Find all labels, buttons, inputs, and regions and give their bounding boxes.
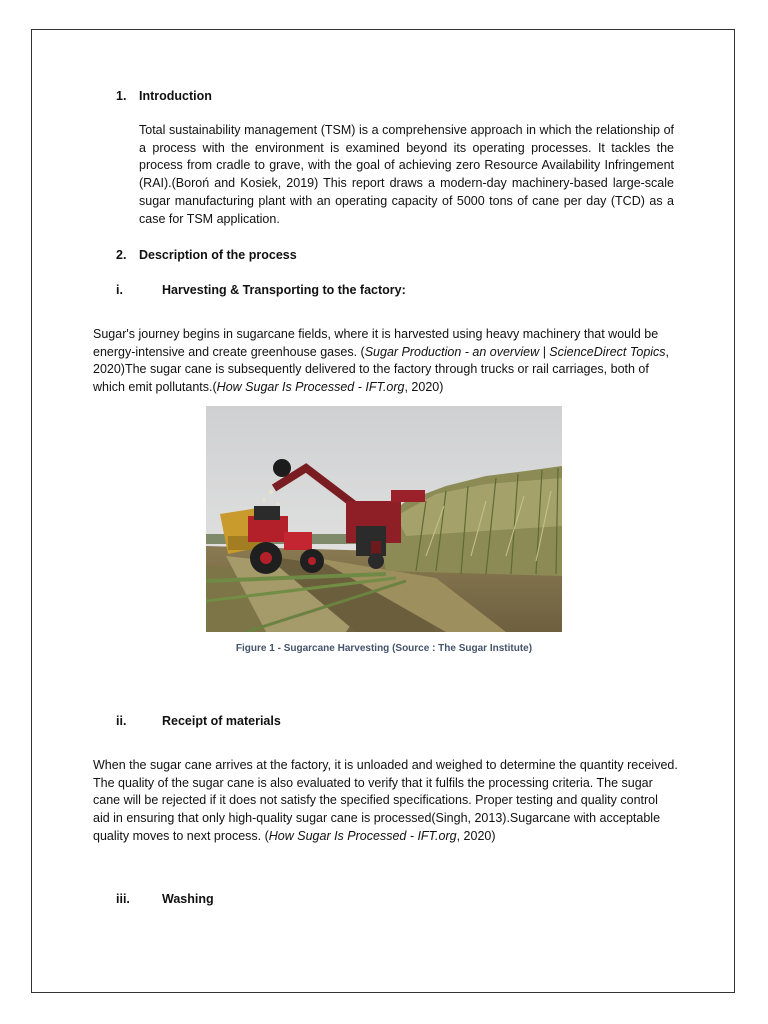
heading-title: Receipt of materials bbox=[162, 714, 281, 728]
receipt-text-1: When the sugar cane arrives at the factory, it is unloaded and weighed to determine the quantity received. The quality of the sugar cane is also evaluated to verify that it fulfils the processing criteria. The sugar cane will be rejected if it does not satisfy the specified specifications. Proper testing and quality control aid in ensuring that only high-quality sugar cane is processed(Singh, 2013).Sugarcane with acceptable quality moves to next process. ( bbox=[93, 758, 678, 843]
harvesting-citation-2: How Sugar Is Processed - IFT.org bbox=[216, 380, 405, 395]
harvest-photo bbox=[206, 406, 562, 632]
harvesting-text-1: Sugar's journey begins in sugarcane fields, where it is harvested using heavy machinery that would be energy-intensive and create greenhouse gases. ( bbox=[93, 327, 659, 359]
heading-receipt bbox=[116, 713, 281, 729]
figure-caption: Figure 1 - Sugarcane Harvesting (Source : The Sugar Institute) bbox=[235, 643, 533, 654]
heading-title: Washing bbox=[162, 892, 214, 906]
heading-washing bbox=[116, 891, 214, 907]
harvesting-paragraph bbox=[93, 326, 678, 397]
figure-sugarcane-harvesting bbox=[206, 406, 562, 632]
harvesting-text-3: , 2020) bbox=[404, 380, 444, 395]
heading-title: Harvesting & Transporting to the factory: bbox=[162, 283, 406, 297]
harvesting-citation-1: Sugar Production - an overview | ScienceDirect Topics bbox=[364, 344, 666, 359]
harvesting-text-2: , 2020)The sugar cane is subsequently delivered to the factory through trucks or rail carriages, both of which emit pollutants.( bbox=[93, 344, 670, 395]
heading-number: 2. bbox=[116, 248, 127, 262]
heading-title: Description of the process bbox=[139, 248, 297, 262]
receipt-citation: How Sugar Is Processed - IFT.org bbox=[268, 828, 457, 843]
heading-introduction bbox=[116, 88, 212, 104]
heading-number: iii. bbox=[116, 892, 130, 906]
receipt-paragraph bbox=[93, 757, 678, 846]
heading-number: i. bbox=[116, 283, 123, 297]
heading-number: ii. bbox=[116, 714, 127, 728]
heading-number: 1. bbox=[116, 89, 127, 103]
heading-harvesting bbox=[116, 282, 406, 298]
heading-title: Introduction bbox=[139, 89, 212, 103]
heading-description bbox=[116, 247, 297, 263]
receipt-text-2: , 2020) bbox=[456, 828, 496, 843]
intro-paragraph: Total sustainability management (TSM) is a comprehensive approach in which the relationship of a process with the environment is examined beyond its operating processes. It tackles the process from cradle to grave, with the goal of achieving zero Resource Availability Infringement (RAI).(Boroń and Kosiek, 2019) This report draws a modern-day machinery-based large-scale sugar manufacturing plant with an operating capacity of 5000 tons of cane per day (TCD) as a case for TSM application. bbox=[139, 123, 674, 226]
